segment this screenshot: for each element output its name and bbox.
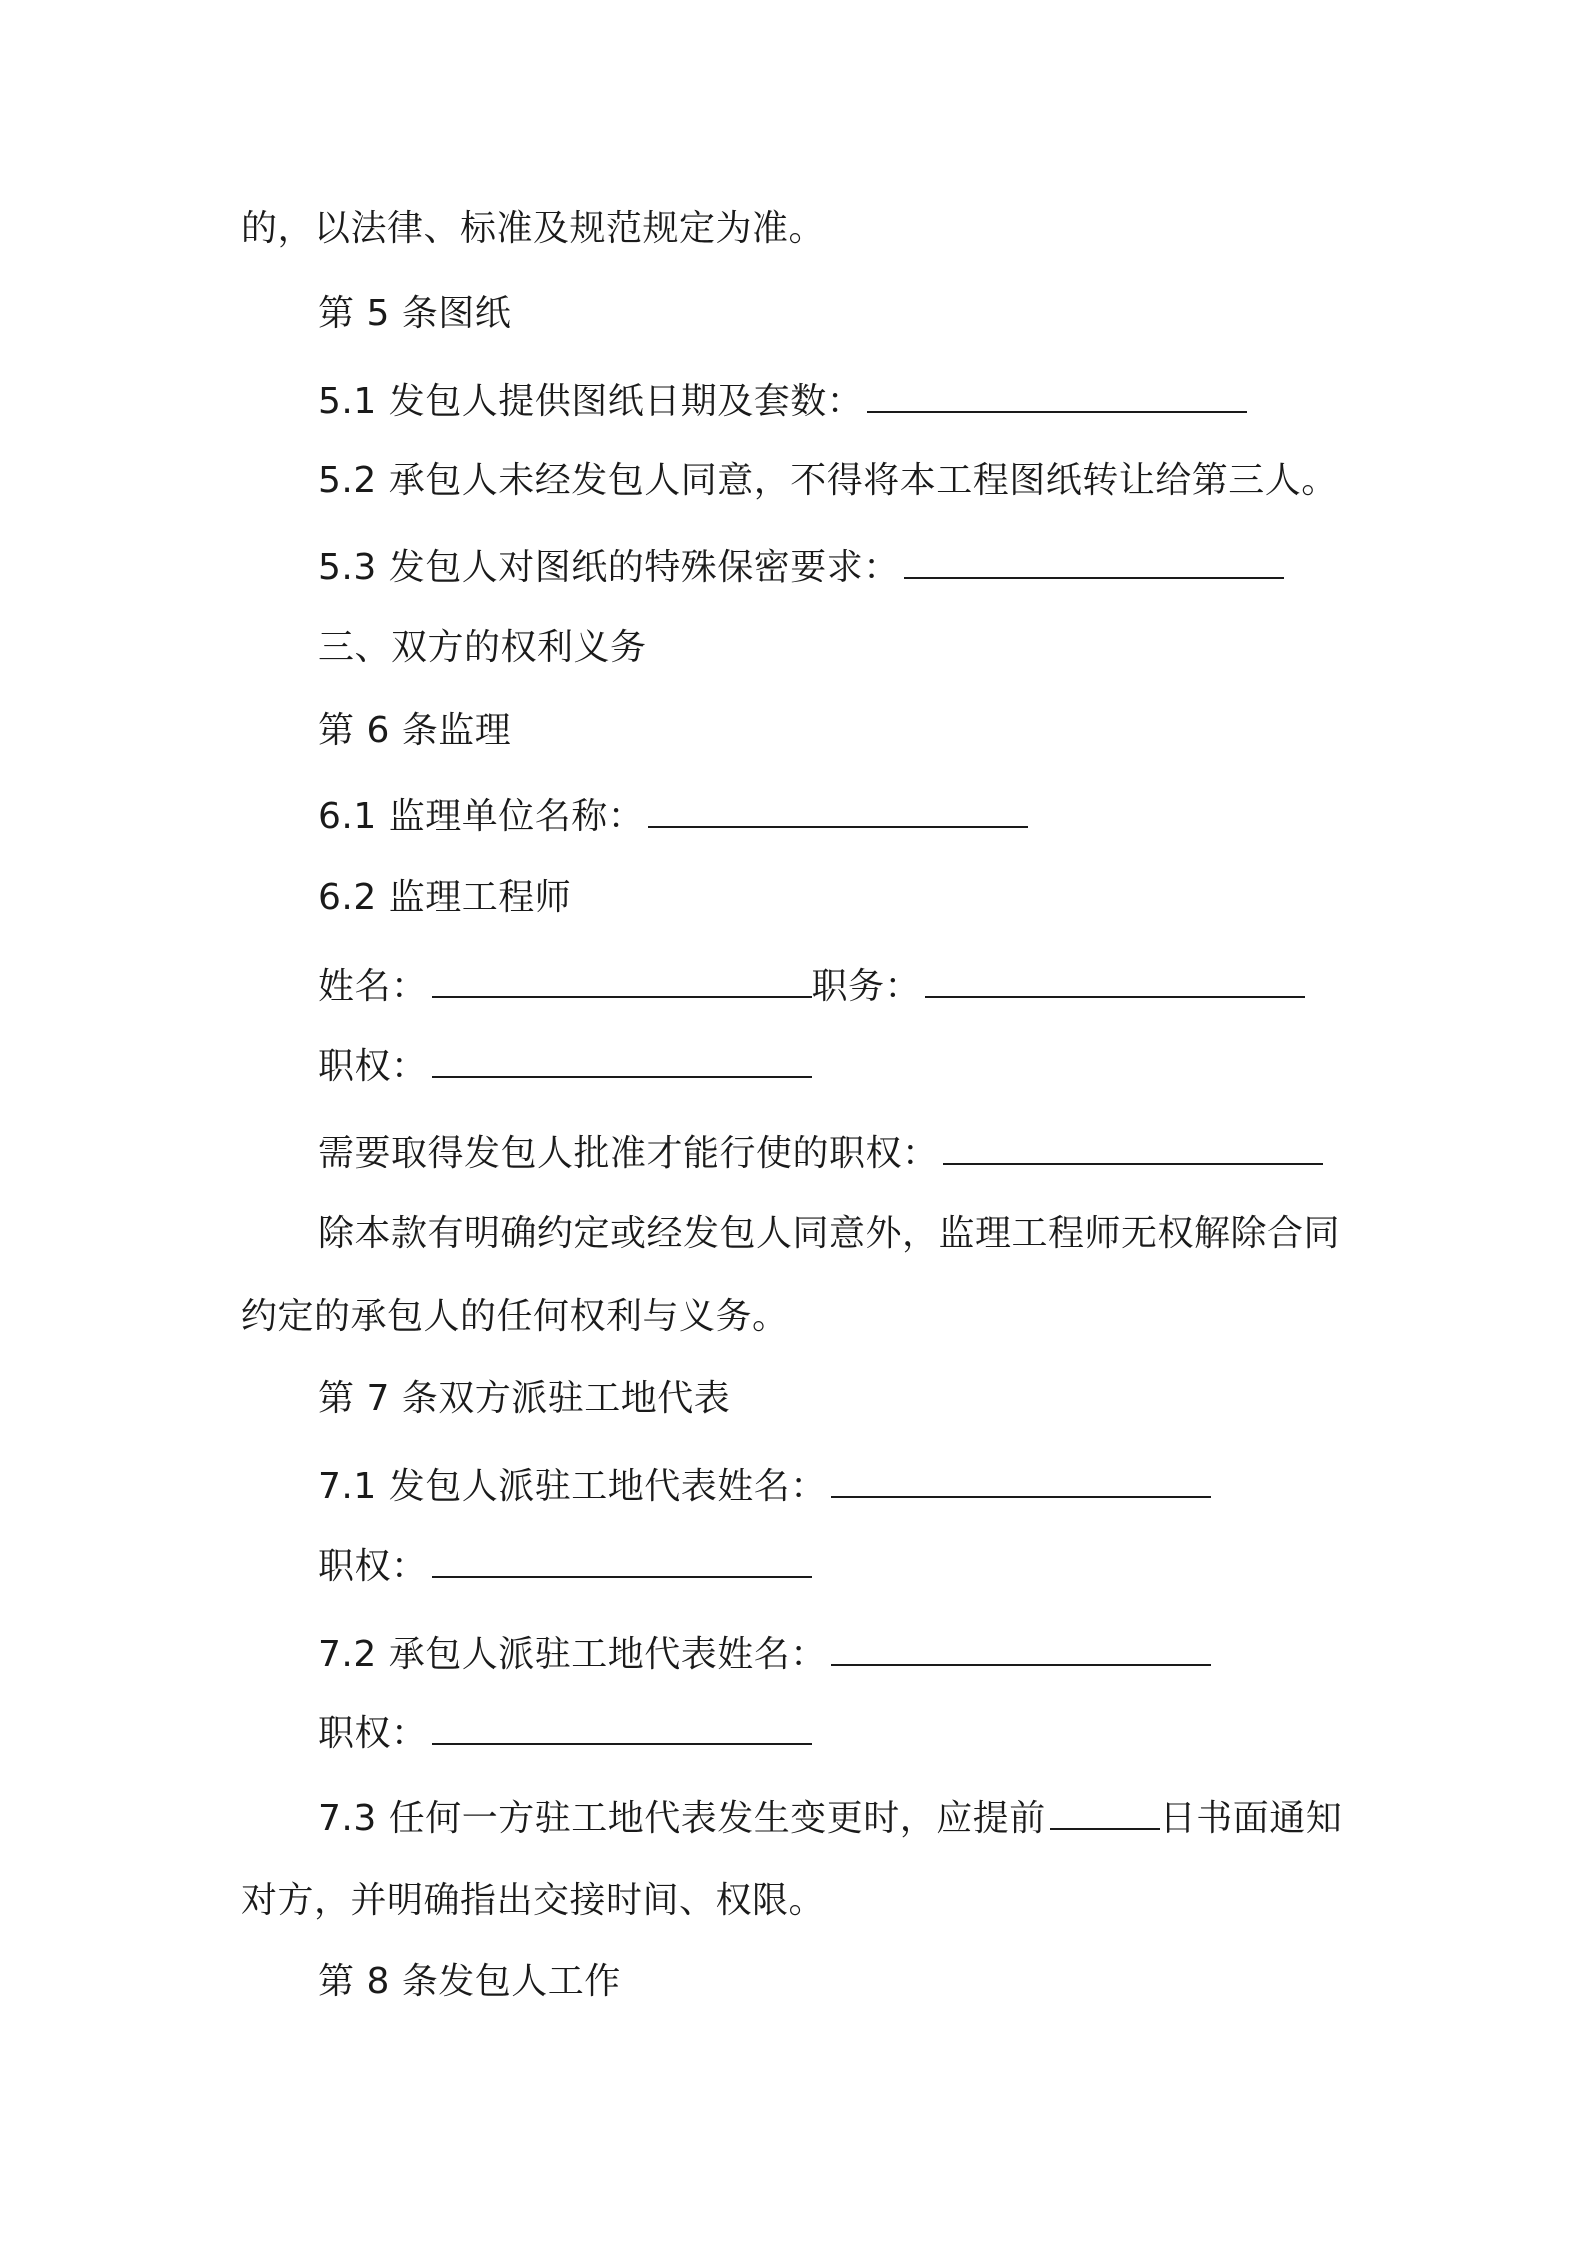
clause-text: 日书面通知 xyxy=(1159,1798,1343,1839)
paragraph-text: 除本款有明确约定或经发包人同意外，监理工程师无权解除合同 xyxy=(318,1213,1341,1254)
authority-row xyxy=(318,1543,812,1591)
field-label: 姓名： xyxy=(318,966,428,1007)
clause-text: 5.1 发包人提供图纸日期及套数： xyxy=(318,381,864,422)
authority-row xyxy=(318,1710,812,1758)
paragraph-text: 对方，并明确指出交接时间、权限。 xyxy=(241,1880,826,1921)
text-line xyxy=(318,1210,1340,1258)
text-line xyxy=(241,205,825,253)
clause-6-1 xyxy=(318,793,1028,841)
heading-text: 第 6 条监理 xyxy=(318,710,512,751)
fill-in-blank[interactable] xyxy=(904,547,1284,579)
clause-text: 7.2 承包人派驻工地代表姓名： xyxy=(318,1634,827,1675)
field-label: 职务： xyxy=(811,966,922,1007)
text-line xyxy=(241,1877,825,1925)
heading-text: 第 7 条双方派驻工地代表 xyxy=(318,1378,731,1419)
clause-text: 5.2 承包人未经发包人同意，不得将本工程图纸转让给第三人。 xyxy=(318,460,1338,501)
fill-in-blank[interactable] xyxy=(432,1046,812,1078)
clause-text: 5.3 发包人对图纸的特殊保密要求： xyxy=(318,547,900,588)
field-label: 职权： xyxy=(318,1713,428,1754)
authority-row xyxy=(318,1043,812,1091)
heading-text: 第 5 条图纸 xyxy=(318,293,512,334)
field-label: 职权： xyxy=(318,1046,428,1087)
clause-7-1 xyxy=(318,1463,1211,1511)
fill-in-blank[interactable] xyxy=(925,966,1305,998)
fill-in-blank[interactable] xyxy=(831,1466,1211,1498)
clause-text: 6.2 监理工程师 xyxy=(318,877,572,918)
fill-in-blank[interactable] xyxy=(943,1133,1323,1165)
clause-7-2 xyxy=(318,1631,1211,1679)
fill-in-blank[interactable] xyxy=(432,1546,812,1578)
section-heading xyxy=(318,707,511,755)
field-label: 需要取得发包人批准才能行使的职权： xyxy=(318,1133,939,1174)
clause-text: 7.1 发包人派驻工地代表姓名： xyxy=(318,1466,827,1507)
field-label: 职权： xyxy=(318,1546,428,1587)
section-heading xyxy=(318,1958,621,2006)
paragraph-text: 约定的承包人的任何权利与义务。 xyxy=(241,1296,789,1337)
clause-6-2 xyxy=(318,874,571,922)
heading-text: 三、双方的权利义务 xyxy=(318,627,647,668)
fill-in-blank[interactable] xyxy=(867,381,1247,413)
fill-in-blank[interactable] xyxy=(648,796,1028,828)
fill-in-blank[interactable] xyxy=(432,966,812,998)
heading-text: 第 8 条发包人工作 xyxy=(318,1961,621,2002)
clause-5-2 xyxy=(318,457,1338,505)
name-position-row xyxy=(318,963,1305,1011)
section-heading xyxy=(318,1375,730,1423)
clause-5-3 xyxy=(318,544,1284,592)
approval-authority-row xyxy=(318,1130,1323,1178)
section-heading xyxy=(318,290,511,338)
paragraph-text: 的，以法律、标准及规范规定为准。 xyxy=(241,208,826,249)
clause-text: 6.1 监理单位名称： xyxy=(318,796,645,837)
clause-text: 7.3 任何一方驻工地代表发生变更时，应提前 xyxy=(318,1798,1046,1839)
clause-7-3 xyxy=(318,1795,1342,1843)
fill-in-blank[interactable] xyxy=(432,1713,812,1745)
text-line xyxy=(241,1293,789,1341)
chapter-heading xyxy=(318,624,647,672)
fill-in-blank[interactable] xyxy=(831,1634,1211,1666)
fill-in-blank[interactable] xyxy=(1050,1798,1160,1830)
clause-5-1 xyxy=(318,378,1247,426)
